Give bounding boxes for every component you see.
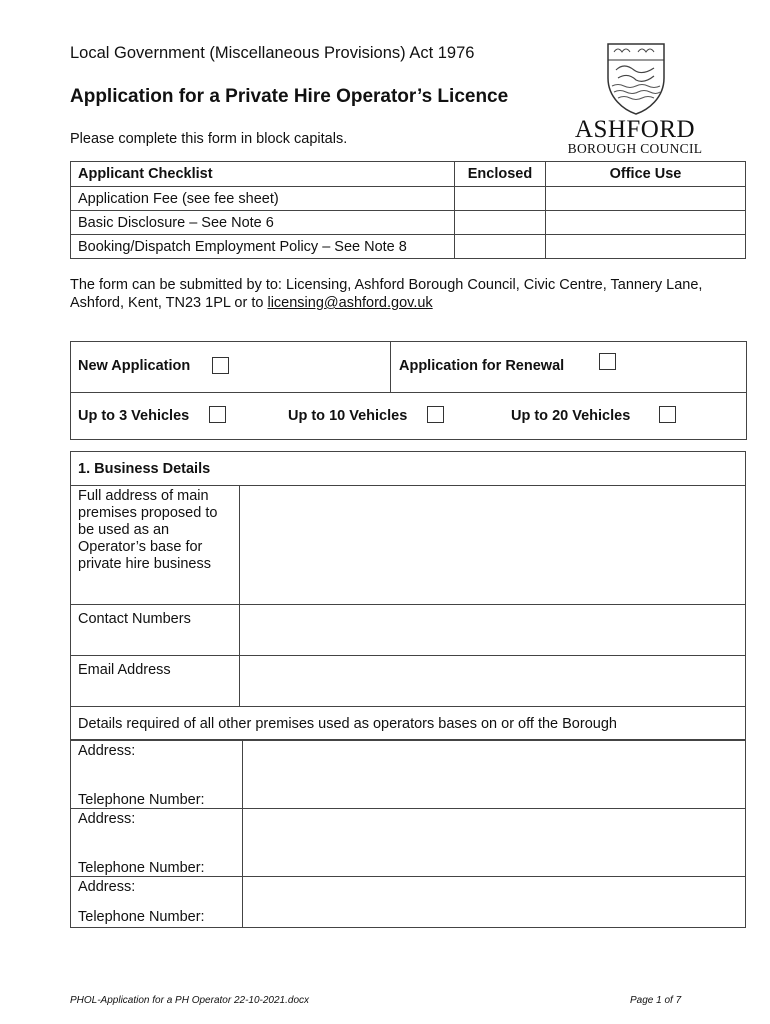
- enclosed-cell[interactable]: [455, 235, 546, 259]
- submission-instructions: [70, 276, 730, 312]
- council-name: ASHFORD: [574, 116, 696, 143]
- premises-entry-field[interactable]: [243, 809, 746, 877]
- vehicles-20-checkbox[interactable]: [659, 406, 676, 423]
- council-subtitle: BOROUGH COUNCIL: [567, 141, 703, 156]
- vehicles-10-checkbox[interactable]: [427, 406, 444, 423]
- licensing-email-link[interactable]: licensing@ashford.gov.uk: [267, 295, 433, 311]
- other-premises-table: [70, 739, 746, 928]
- council-logo: [560, 118, 710, 156]
- act-heading: Local Government (Miscellaneous Provisions) Act 1976: [70, 44, 475, 62]
- premises-label: Full address of main premises proposed to be used as an Operator’s base for private hire business: [71, 486, 240, 605]
- premises-address-field[interactable]: [240, 486, 746, 605]
- checklist-header-item: Applicant Checklist: [71, 162, 455, 187]
- address-label: Address:: [78, 811, 136, 827]
- checklist-item: Basic Disclosure – See Note 6: [71, 211, 455, 235]
- contact-numbers-field[interactable]: [240, 605, 746, 656]
- application-type-box: [70, 341, 747, 440]
- vehicles-20-label: Up to 20 Vehicles: [511, 408, 631, 424]
- new-application-label: New Application: [78, 358, 191, 374]
- contact-numbers-label: Contact Numbers: [71, 605, 240, 656]
- divider: [390, 342, 391, 392]
- vehicles-3-checkbox[interactable]: [209, 406, 226, 423]
- checklist-item: Application Fee (see fee sheet): [71, 187, 455, 211]
- renewal-checkbox[interactable]: [599, 353, 616, 370]
- premises-entry-field[interactable]: [243, 877, 746, 928]
- vehicles-3-label: Up to 3 Vehicles: [78, 408, 190, 424]
- premises-entry-labels: [71, 809, 243, 877]
- checklist-item: Booking/Dispatch Employment Policy – See Note 8: [71, 235, 455, 259]
- telephone-label: Telephone Number:: [78, 792, 205, 808]
- checklist-header-office: Office Use: [546, 162, 746, 187]
- applicant-checklist: [70, 161, 746, 259]
- enclosed-cell[interactable]: [455, 211, 546, 235]
- page-title: Application for a Private Hire Operator’s Licence: [70, 86, 509, 107]
- council-crest-icon: [602, 40, 670, 116]
- address-label: Address:: [78, 879, 136, 895]
- premises-entry-field[interactable]: [243, 740, 746, 809]
- submission-text: The form can be submitted by to: Licensing, Ashford Borough Council, Civic Centre, Tannery Lane, Ashford, Kent, TN23 1PL or to: [70, 277, 703, 311]
- page-number: Page 1 of 7: [630, 995, 682, 1006]
- enclosed-cell[interactable]: [455, 187, 546, 211]
- vehicles-10-label: Up to 10 Vehicles: [288, 408, 408, 424]
- instruction-text: Please complete this form in block capitals.: [70, 131, 348, 147]
- telephone-label: Telephone Number:: [78, 860, 205, 876]
- section-heading: 1. Business Details: [71, 452, 746, 486]
- office-use-cell: [546, 187, 746, 211]
- new-application-checkbox[interactable]: [212, 357, 229, 374]
- office-use-cell: [546, 211, 746, 235]
- email-address-label: Email Address: [71, 656, 240, 707]
- business-details-table: [70, 451, 746, 741]
- other-premises-note: Details required of all other premises used as operators bases on or off the Borough: [71, 707, 746, 741]
- telephone-label: Telephone Number:: [78, 909, 205, 925]
- premises-entry-labels: [71, 877, 243, 928]
- divider: [71, 392, 746, 393]
- email-address-field[interactable]: [240, 656, 746, 707]
- checklist-header-enclosed: Enclosed: [455, 162, 546, 187]
- renewal-label: Application for Renewal: [399, 358, 565, 374]
- address-label: Address:: [78, 743, 136, 759]
- premises-entry-labels: [71, 740, 243, 809]
- office-use-cell: [546, 235, 746, 259]
- document-filename: PHOL-Application for a PH Operator 22-10-2021.docx: [70, 995, 310, 1006]
